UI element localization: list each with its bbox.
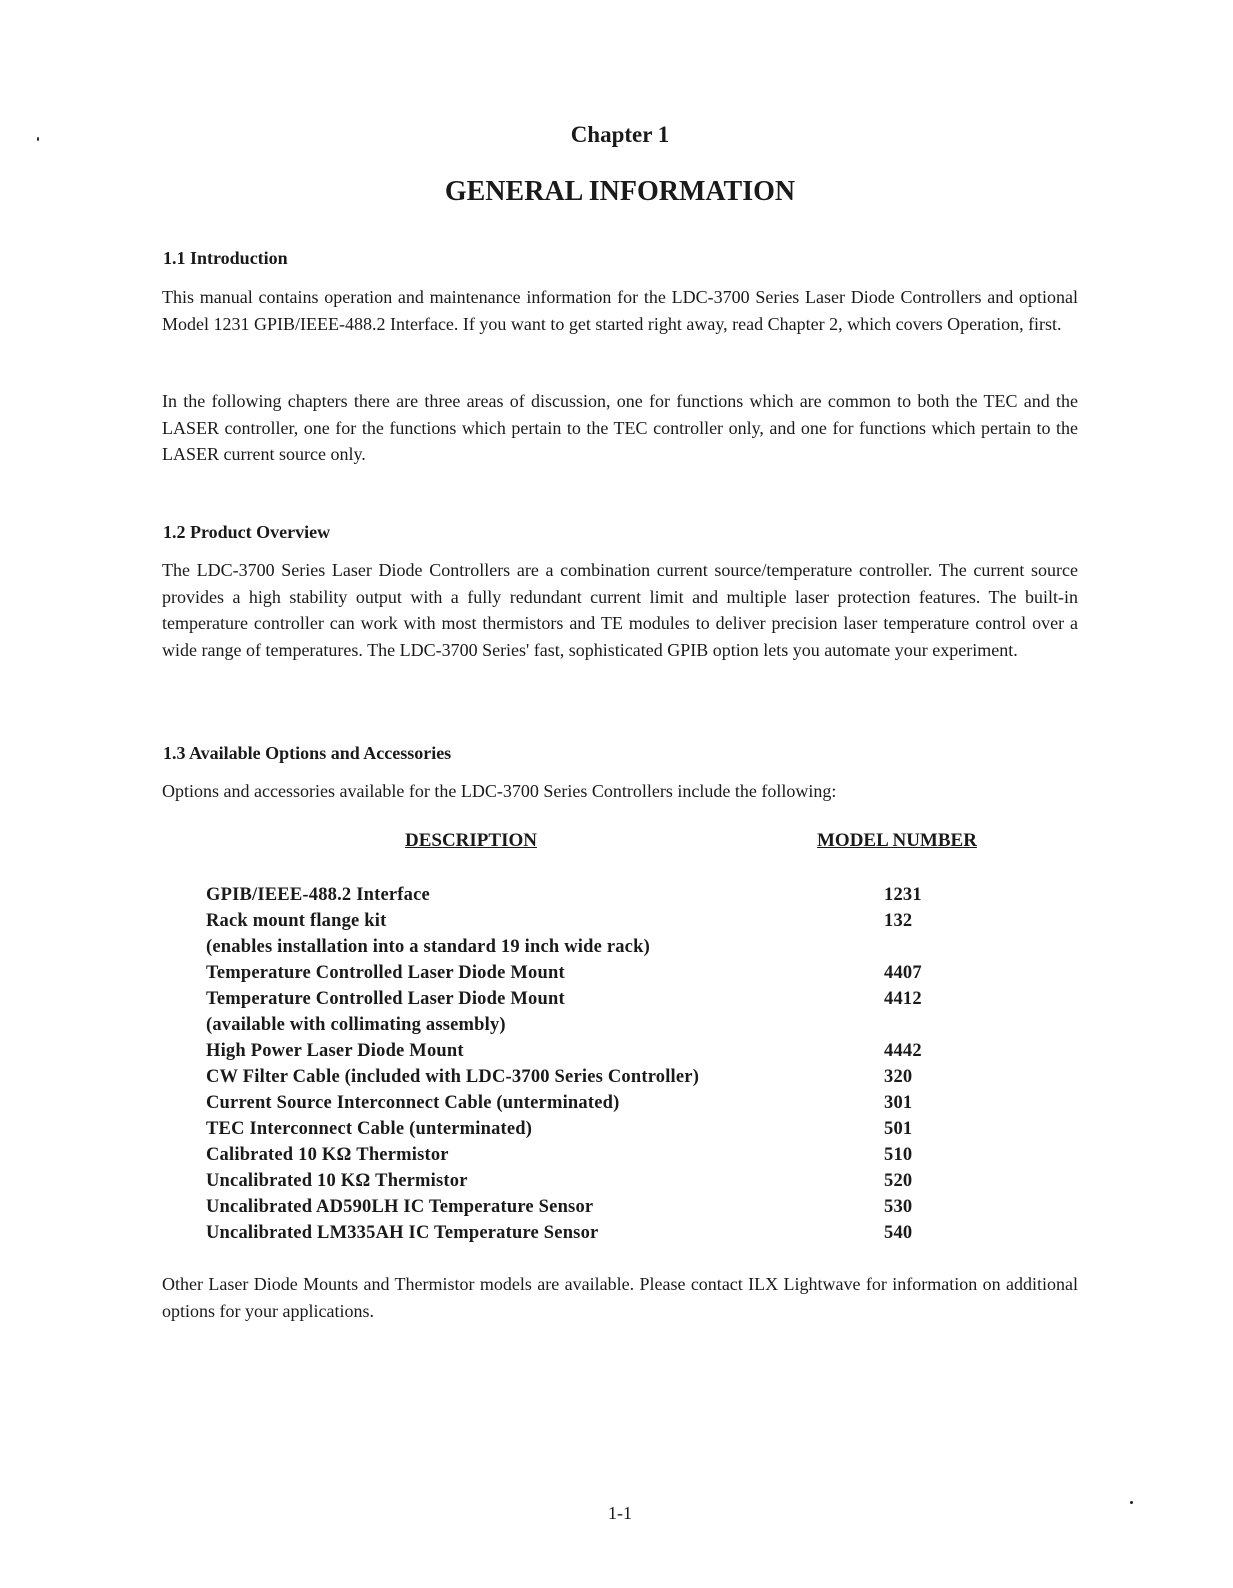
table-row bbox=[206, 1038, 966, 1064]
column-header-description: DESCRIPTION bbox=[405, 830, 537, 851]
options-table bbox=[206, 882, 966, 1246]
table-row bbox=[206, 986, 966, 1012]
option-model-number: 540 bbox=[884, 1223, 913, 1243]
option-model-number: 320 bbox=[884, 1067, 913, 1087]
table-row bbox=[206, 934, 966, 960]
option-description: CW Filter Cable (included with LDC-3700 Series Controller) bbox=[206, 1067, 700, 1087]
option-model-number: 4407 bbox=[884, 963, 922, 983]
chapter-label: Chapter 1 bbox=[570, 122, 670, 147]
option-description: Uncalibrated AD590LH IC Temperature Sensor bbox=[206, 1197, 594, 1217]
section-heading-options: 1.3 Available Options and Accessories bbox=[163, 743, 452, 763]
table-row bbox=[206, 1194, 966, 1220]
option-model-number: 510 bbox=[884, 1145, 913, 1165]
option-model-number: 1231 bbox=[884, 885, 922, 905]
option-model-number: 132 bbox=[884, 911, 913, 931]
option-model-number: 501 bbox=[884, 1119, 913, 1139]
table-row bbox=[206, 882, 966, 908]
option-description: Rack mount flange kit bbox=[206, 911, 387, 931]
options-closing-paragraph: Other Laser Diode Mounts and Thermistor models are available. Please contact ILX Lightwave for information on additional options for your applications. bbox=[162, 1274, 1078, 1321]
table-row bbox=[206, 1220, 966, 1246]
section-heading-introduction: 1.1 Introduction bbox=[163, 248, 288, 268]
table-row bbox=[206, 1142, 966, 1168]
overview-paragraph: The LDC-3700 Series Laser Diode Controllers are a combination current source/temperature controller. The current source provides a high stability output with a fully redundant current limit and multiple laser protection features. The built-in temperature controller can work with most thermistors and TE modules to deliver precision laser temperature control over a wide range of temperatures. The LDC-3700 Series' fast, sophisticated GPIB option lets you automate your experiment. bbox=[162, 560, 1078, 660]
introduction-paragraph-2: In the following chapters there are three areas of discussion, one for functions which are common to both the TEC and the LASER controller, one for the functions which pertain to the TEC controller only, and one for functions which pertain to the LASER current source only. bbox=[162, 391, 1078, 464]
section-heading-overview: 1.2 Product Overview bbox=[163, 522, 331, 542]
option-description: Uncalibrated LM335AH IC Temperature Sensor bbox=[206, 1223, 599, 1243]
table-row bbox=[206, 1064, 966, 1090]
option-description: Current Source Interconnect Cable (unterminated) bbox=[206, 1093, 620, 1113]
option-model-number: 4442 bbox=[884, 1041, 922, 1061]
scan-speck bbox=[1130, 1501, 1133, 1504]
table-row bbox=[206, 1116, 966, 1142]
table-row bbox=[206, 1168, 966, 1194]
option-model-number: 301 bbox=[884, 1093, 913, 1113]
option-description: High Power Laser Diode Mount bbox=[206, 1041, 464, 1061]
option-description: Temperature Controlled Laser Diode Mount bbox=[206, 963, 565, 983]
option-description: TEC Interconnect Cable (unterminated) bbox=[206, 1119, 533, 1139]
table-row bbox=[206, 1012, 966, 1038]
table-row bbox=[206, 908, 966, 934]
table-row bbox=[206, 1090, 966, 1116]
option-description: Calibrated 10 KΩ Thermistor bbox=[206, 1145, 449, 1165]
option-description: Uncalibrated 10 KΩ Thermistor bbox=[206, 1171, 468, 1191]
option-model-number: 530 bbox=[884, 1197, 913, 1217]
option-description: (enables installation into a standard 19 inch wide rack) bbox=[206, 937, 650, 957]
page-number: 1-1 bbox=[608, 1503, 632, 1523]
option-description: Temperature Controlled Laser Diode Mount bbox=[206, 989, 565, 1009]
option-model-number: 4412 bbox=[884, 989, 922, 1009]
column-header-model-number: MODEL NUMBER bbox=[817, 830, 977, 851]
table-row bbox=[206, 960, 966, 986]
option-model-number: 520 bbox=[884, 1171, 913, 1191]
option-description: (available with collimating assembly) bbox=[206, 1015, 506, 1035]
introduction-paragraph-1: This manual contains operation and maintenance information for the LDC-3700 Series Laser Diode Controllers and optional Model 1231 GPIB/IEEE-488.2 Interface. If you want to get started right away, read Chapter 2, which covers Operation, first. bbox=[162, 287, 1078, 334]
scan-speck bbox=[37, 137, 39, 141]
option-description: GPIB/IEEE-488.2 Interface bbox=[206, 885, 430, 905]
options-intro: Options and accessories available for the LDC-3700 Series Controllers include the following: bbox=[162, 781, 837, 801]
chapter-title: GENERAL INFORMATION bbox=[444, 176, 796, 207]
